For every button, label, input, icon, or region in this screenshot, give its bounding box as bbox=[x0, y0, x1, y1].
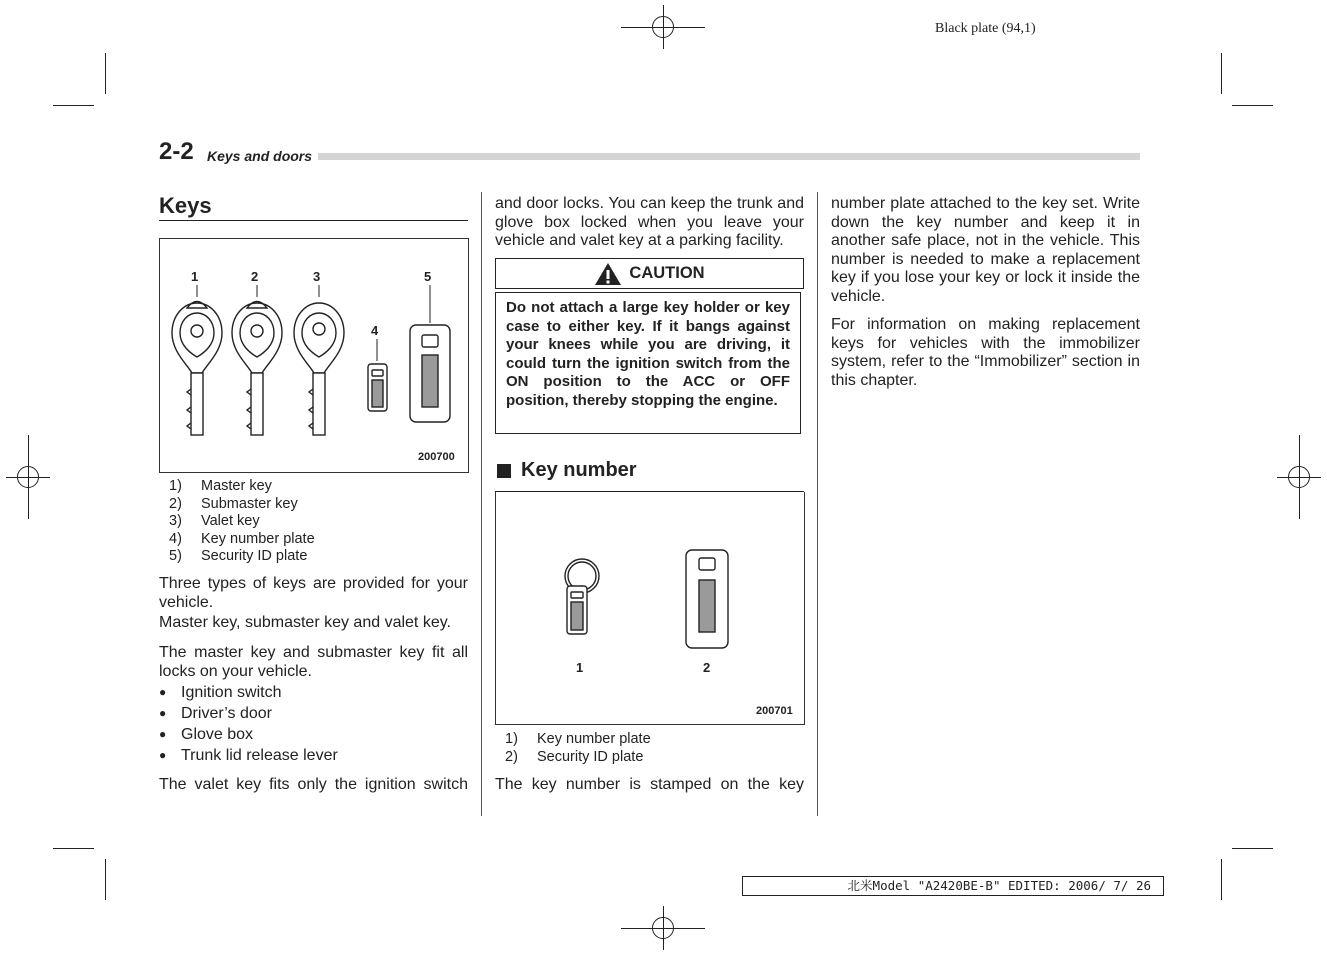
key-number-heading: Key number bbox=[497, 459, 637, 482]
callout-1: 1 bbox=[576, 660, 584, 675]
edit-footer: 北米Model "A2420BE-B" EDITED: 2006/ 7/ 26 bbox=[742, 876, 1164, 896]
callout-2: 2 bbox=[703, 660, 711, 675]
header-bar bbox=[318, 153, 1140, 160]
key-number-plate-drawing bbox=[368, 364, 387, 411]
figure-code: 200700 bbox=[418, 451, 455, 463]
callout-1: 1 bbox=[191, 269, 199, 284]
column-divider bbox=[817, 192, 818, 816]
callout-2: 2 bbox=[251, 269, 259, 284]
legend-item: 2) Security ID plate bbox=[505, 748, 644, 765]
legend-item: 3) Valet key bbox=[169, 513, 260, 529]
heading-rule bbox=[159, 220, 468, 221]
list-item: ● Trunk lid release lever bbox=[159, 747, 338, 764]
key-number-illustration bbox=[496, 492, 804, 724]
column-divider bbox=[481, 192, 482, 816]
callout-3: 3 bbox=[313, 269, 321, 284]
keys-paragraph: The master key and submaster key fit all locks on your vehicle. bbox=[159, 644, 468, 680]
key-number-paragraph: The key number is stamped on the key bbox=[495, 776, 804, 793]
keys-heading: Keys bbox=[159, 193, 212, 218]
legend-item: 1) Key number plate bbox=[505, 731, 651, 747]
valet-key-drawing bbox=[294, 303, 344, 435]
locks-list bbox=[159, 682, 468, 766]
keys-figure bbox=[159, 238, 469, 473]
legend-item: 4) Key number plate bbox=[169, 530, 315, 547]
legend-item: 2) Submaster key bbox=[169, 495, 298, 512]
master-key-drawing bbox=[172, 302, 222, 436]
caution-header bbox=[495, 258, 804, 289]
legend-item: 5) Security ID plate bbox=[169, 548, 308, 564]
keys-legend bbox=[169, 478, 315, 566]
caution-text: Do not attach a large key holder or key case to either key. If it bangs against your knees while you are driving, it could turn the ignition switch from the ON position to the ACC or OFF position, thereby stopping the engine. bbox=[495, 292, 801, 434]
key-number-figure bbox=[495, 492, 805, 725]
security-id-plate-drawing bbox=[686, 550, 728, 648]
keys-paragraph: The valet key fits only the ignition switch bbox=[159, 776, 468, 793]
callout-5: 5 bbox=[424, 269, 432, 284]
figure-code: 200701 bbox=[756, 705, 793, 717]
warning-triangle-icon bbox=[594, 262, 622, 286]
key-number-plate-drawing bbox=[565, 559, 599, 634]
section-title: Keys and doors bbox=[207, 148, 313, 164]
continued-paragraph: and door locks. You can keep the trunk and glove box locked when you leave your vehicle and valet key at a parking facility. bbox=[495, 195, 804, 249]
key-number-legend bbox=[505, 731, 651, 766]
key-number-paragraph: number plate attached to the key set. Write down the key number and keep it in another safe place, not in the vehicle. This number is needed to make a replacement key if you lose your key or lock it inside the vehicle. bbox=[831, 195, 1140, 305]
list-item: ● Driver’s door bbox=[159, 705, 272, 722]
square-bullet-icon bbox=[497, 464, 511, 478]
submaster-key-drawing bbox=[232, 302, 282, 436]
section-number: 2-2 bbox=[159, 138, 194, 165]
keys-paragraph: Three types of keys are provided for your vehicle. bbox=[159, 575, 468, 611]
list-item: ● Glove box bbox=[159, 726, 254, 743]
legend-item: 1) Master key bbox=[169, 478, 272, 494]
security-id-plate-drawing bbox=[410, 325, 450, 422]
caution-label: CAUTION bbox=[629, 264, 705, 282]
list-item: ● Ignition switch bbox=[159, 684, 282, 701]
plate-label: Black plate (94,1) bbox=[935, 21, 1036, 36]
callout-4: 4 bbox=[371, 323, 379, 338]
keys-paragraph: Master key, submaster key and valet key. bbox=[159, 614, 451, 631]
immobilizer-paragraph: For information on making replacement keys for vehicles with the immobilizer system, refer to the “Immobilizer” section in this chapter. bbox=[831, 316, 1140, 389]
